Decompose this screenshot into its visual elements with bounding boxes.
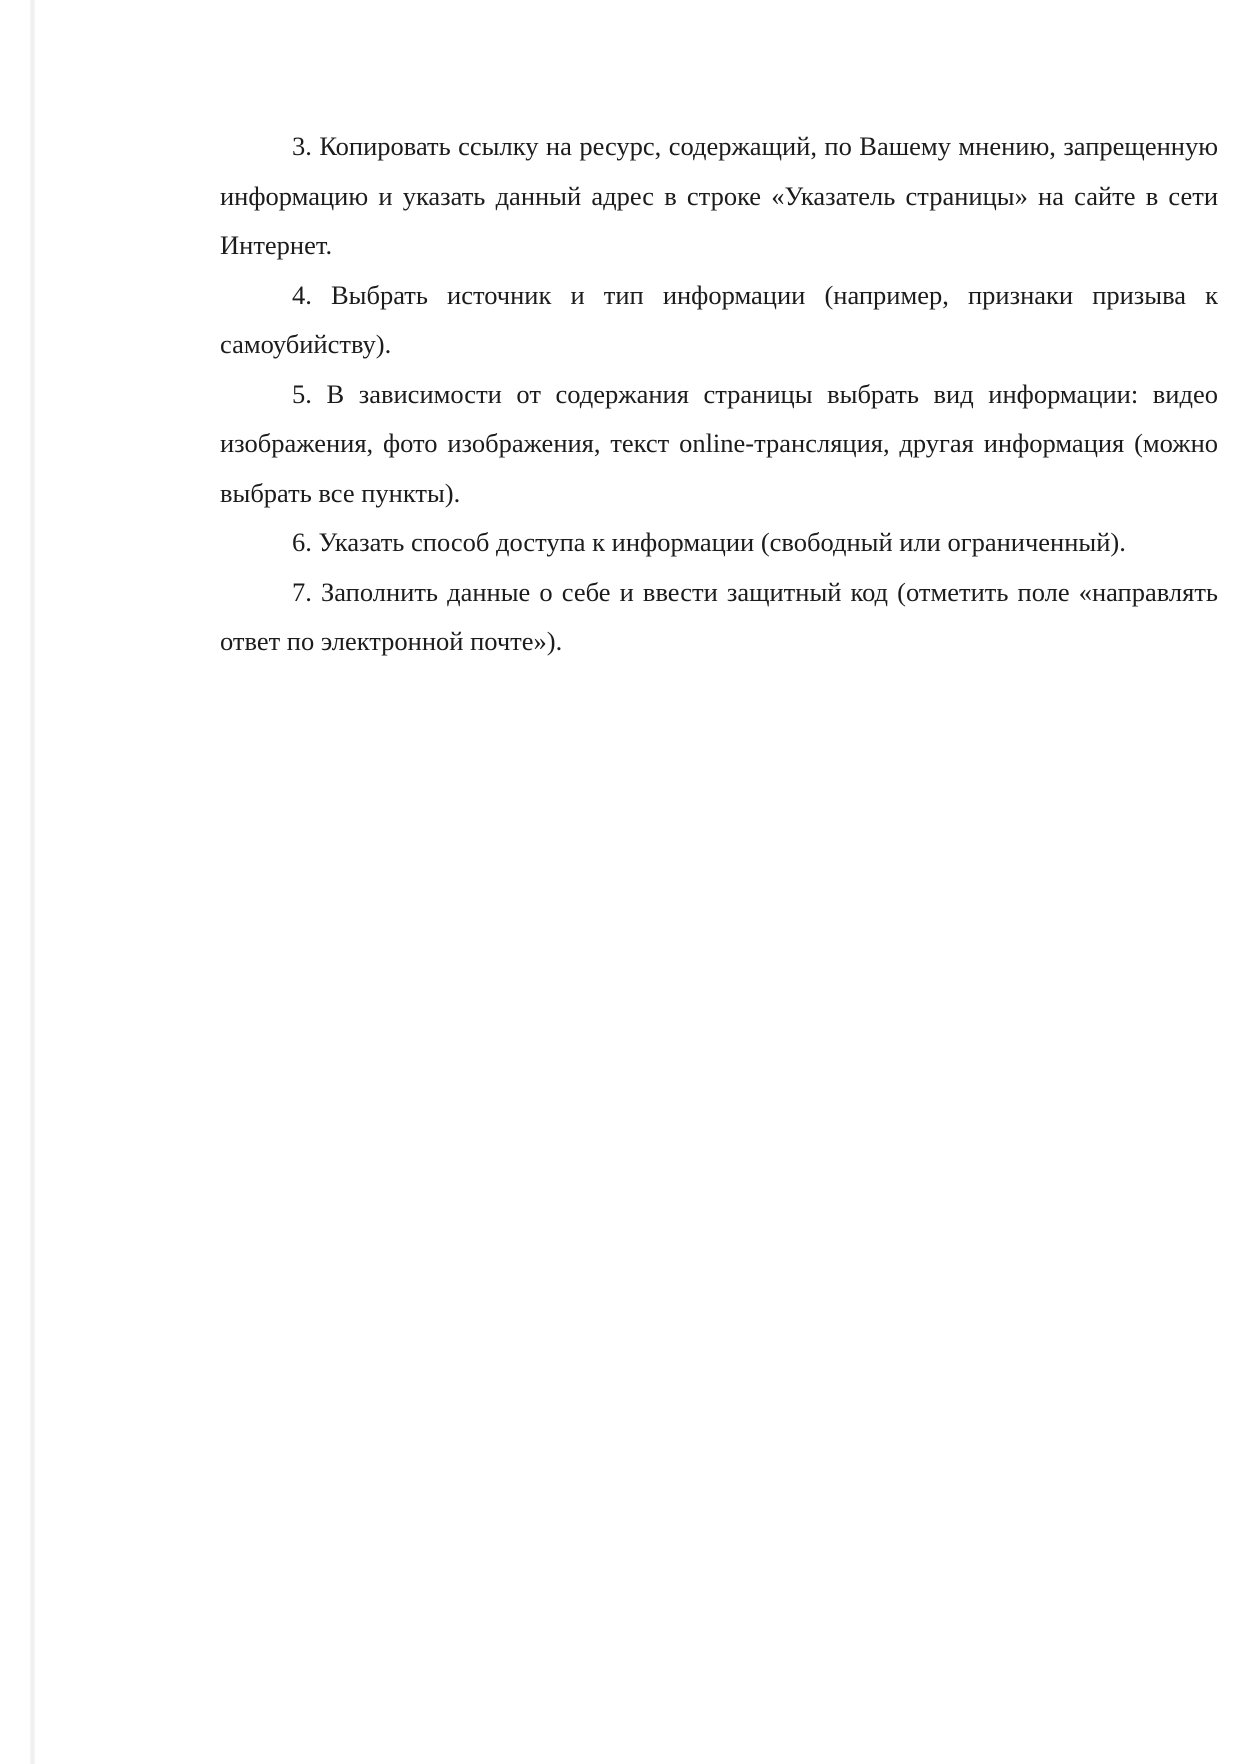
paragraph-step-5: 5. В зависимости от содержания страницы выбрать вид информации: видео изображения, фото изображения, текст online-трансляция, другая информация (можно выбрать все пункты).: [220, 378, 1218, 508]
paragraph-step-3: 3. Копировать ссылку на ресурс, содержащий, по Вашему мнению, запрещенную информацию и указать данный адрес в строке «Указатель страницы» на сайте в сети Интернет.: [220, 131, 1218, 260]
scan-edge: [30, 0, 35, 1764]
paragraph-step-6: 6. Указать способ доступа к информации (свободный или ограниченный).: [292, 527, 1126, 557]
paragraph-step-7: 7. Заполнить данные о себе и ввести защитный код (отметить поле «направлять ответ по электронной почте»).: [220, 576, 1218, 656]
paragraph-step-4: 4. Выбрать источник и тип информации (например, признаки призыва к самоубийству).: [220, 279, 1218, 359]
document-body: [220, 122, 1218, 667]
